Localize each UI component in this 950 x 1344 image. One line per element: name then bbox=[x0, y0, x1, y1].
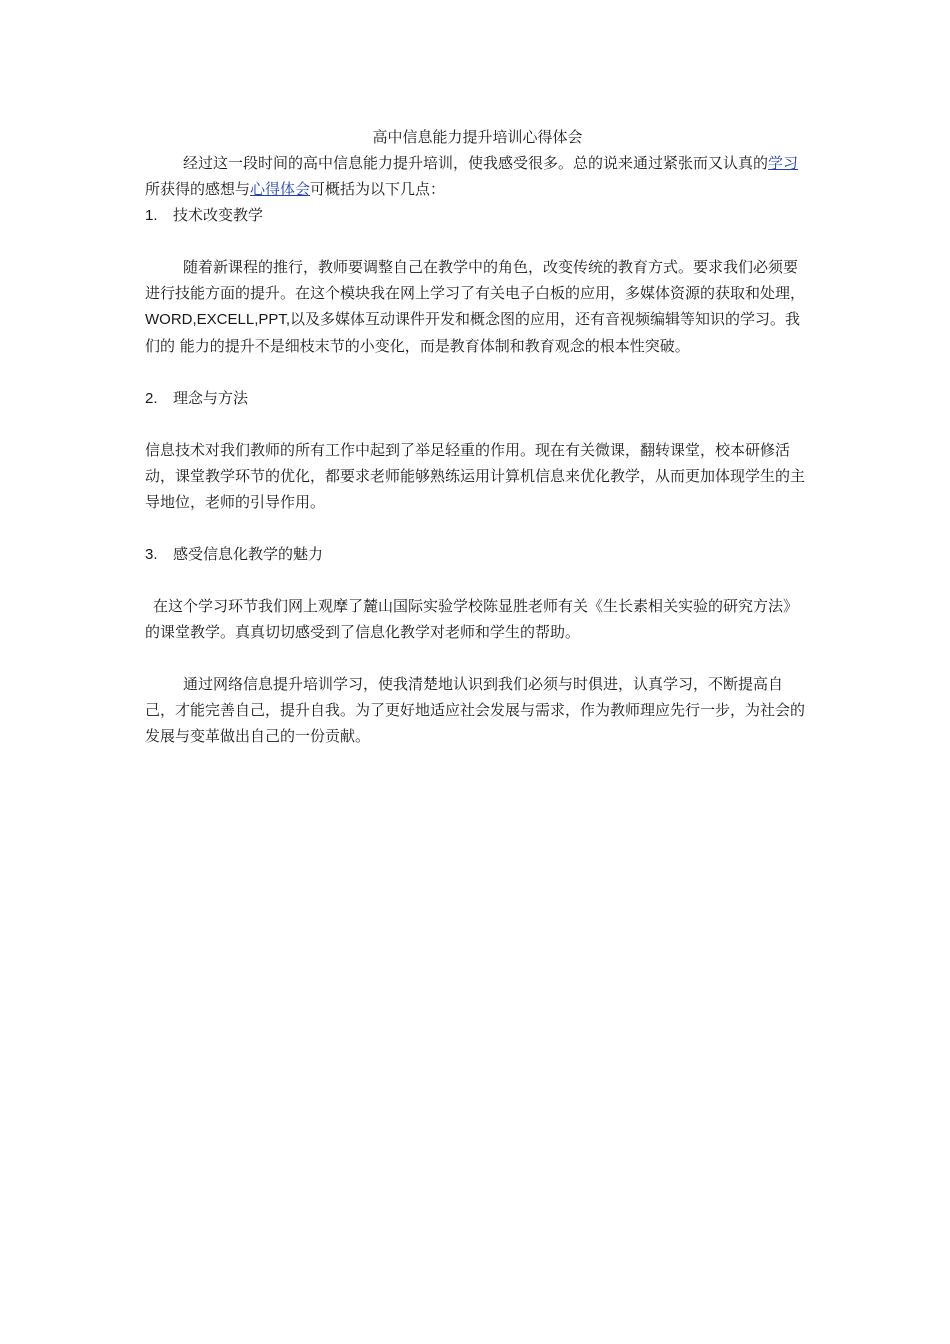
section-1-heading bbox=[145, 202, 810, 228]
section-1-title: 技术改变教学 bbox=[173, 206, 264, 224]
section-3-number: 3. bbox=[145, 546, 158, 563]
section-2-body: 信息技术对我们教师的所有工作中起到了举足轻重的作用。现在有关微课，翻转课堂，校本研修活动，课堂教学环节的优化，都要求老师能够熟练运用计算机信息来优化教学，从而更加体现学生的主导地位，老师的引导作用。 bbox=[145, 441, 806, 511]
intro-text-3: 可概括为以下几点： bbox=[310, 180, 446, 198]
section-1-body-b: WORD,EXCELL,PPT, bbox=[145, 311, 291, 328]
section-1-body-a: 随着新课程的推行，教师要调整自己在教学中的角色，改变传统的教育方式。要求我们必须要进行技能方面的提升。在这个模块我在网上学习了有关电子白板的应用，多媒体资源的获取和处理， bbox=[145, 258, 806, 302]
section-3-heading bbox=[145, 541, 810, 567]
link-xuexi[interactable]: 学习 bbox=[768, 154, 799, 172]
section-3-body: 在这个学习环节我们网上观摩了麓山国际实验学校陈显胜老师有关《生长素相关实验的研究方法》的课堂教学。真真切切感受到了信息化教学对老师和学生的帮助。 bbox=[145, 597, 799, 641]
intro-text-1: 经过这一段时间的高中信息能力提升培训，使我感受很多。总的说来通过紧张而又认真的 bbox=[183, 154, 769, 172]
section-2-title: 理念与方法 bbox=[173, 389, 249, 407]
section-1-body-c: 以及多媒体互动课件开发和概念图的应用，还有音视频编辑等知识的学习。我们的 能力的提升不是细枝末节的小变化，而是教育体制和教育观念的根本性突破。 bbox=[145, 310, 801, 355]
section-3-title: 感受信息化教学的魅力 bbox=[173, 545, 324, 563]
section-1-body bbox=[145, 254, 810, 359]
document-title: 高中信息能力提升培训心得体会 bbox=[372, 128, 583, 146]
section-2-heading bbox=[145, 385, 810, 411]
document-page bbox=[145, 124, 810, 749]
conclusion-paragraph: 通过网络信息提升培训学习，使我清楚地认识到我们必须与时俱进，认真学习，不断提高自己，才能完善自己，提升自我。为了更好地适应社会发展与需求，作为教师理应先行一步，为社会的发展与变革做出自己的一份贡献。 bbox=[145, 675, 806, 745]
link-xindetihui[interactable]: 心得体会 bbox=[250, 180, 311, 198]
section-2-number: 2. bbox=[145, 390, 158, 407]
intro-paragraph bbox=[145, 150, 810, 202]
section-1-number: 1. bbox=[145, 207, 158, 224]
intro-text-2: 所获得的感想与 bbox=[145, 180, 251, 198]
